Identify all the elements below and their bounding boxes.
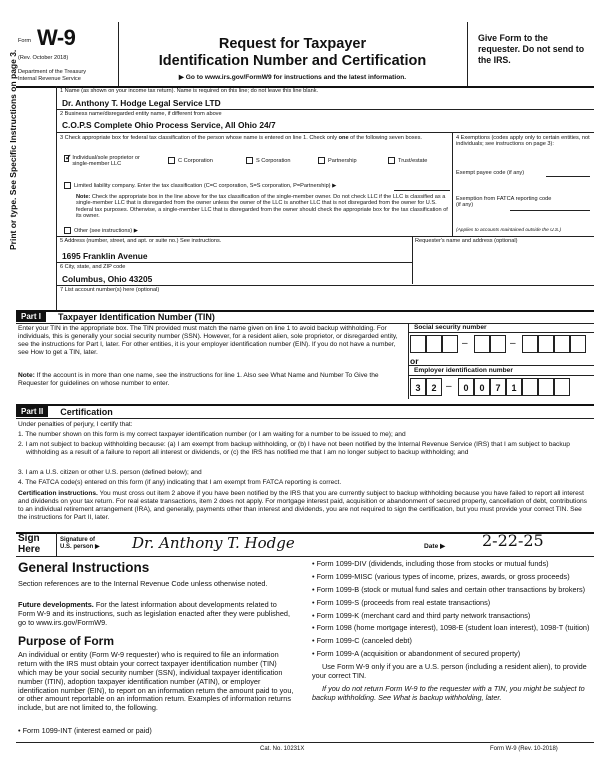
form-bullet-item: • Form 1099-B (stock or mutual fund sales and certain other transactions by brokers) [312,584,586,594]
ssn-field[interactable] [410,335,594,353]
form-bullets [312,560,594,703]
backup-withholding-warning: If you do not return Form W-9 to the requester with a TIN, you might be subject to backup withholding. See What is backup withholding, later. [312,683,585,702]
ssn-dash: – [510,338,516,349]
cert-item-3: 3. I am a U.S. citizen or other U.S. person (defined below); and [18,469,202,476]
llc-classification-line[interactable] [394,190,450,191]
part1-note-label: Note: [18,372,35,379]
part1-rule [16,323,594,324]
line1-rule [56,109,594,110]
form-bullet-item: • Form 1099-DIV (dividends, including those from stocks or mutual funds) [312,559,549,568]
exemptions-label: 4 Exemptions (codes apply only to certain entities, not individuals; see instructions on page 3): [456,135,590,148]
ssn-digit-box[interactable] [554,335,570,353]
ein-digit[interactable]: 2 [426,378,442,396]
ccorp-label: C Corporation [178,157,213,164]
footer-form-id: Form W-9 (Rev. 10-2018) [490,746,558,752]
ein-field[interactable] [410,378,594,396]
form-title-line1: Request for Taxpayer [218,36,367,52]
here-word: Here [18,543,41,555]
line2-rule [56,132,594,133]
cert-item-2: 2. I am not subject to backup withholding because: (a) I am exempt from backup withholding, or (b) I have not been notified by the Internal Revenue Service (IRS) that I am subject to backup withholding as a result of a failure to report all interest or dividends, or (c) the IRS has notified me that I am no longer subject to backup withholding; and [18,441,570,456]
cert-instructions-label: Certification instructions. [18,490,98,497]
ein-digit[interactable] [554,378,570,396]
ein-label: Employer identification number [414,367,513,374]
ein-dash: – [446,381,452,392]
ssn-digit-box[interactable] [426,335,442,353]
sign-word: Sign [18,533,40,544]
llc-note-text: Check the appropriate box in the line above for the tax classification of the single-member owner. Do not check LLC if the LLC is classified as a single-member LLC that is disregarded from the owner unless the owner of the LLC is another LLC that is not disregarded from the owner for U.S. federal tax purposes. Otherwise, a single-member LLC that is disregarded from the owner should check the appropriate box for the tax classification of its owner. [76,194,448,220]
ssn-rule [408,332,594,333]
ssn-dash: – [462,338,468,349]
other-option[interactable] [64,227,138,234]
perjury-intro: Under penalties of perjury, I certify that: [18,421,133,428]
ccorp-option[interactable] [168,157,213,164]
part2-tag: Part II [16,406,48,417]
form-word: Form [18,38,32,44]
trust-label: Trust/estate [398,157,428,164]
side-see: See Specific Instructions on page 3. [8,49,18,196]
exempt-payee-label: Exempt payee code (if any) [456,170,525,176]
line6-label: 6 City, state, and ZIP code [60,264,126,270]
ein-digit[interactable]: 3 [410,378,426,396]
line3-label [60,135,450,141]
side-label [8,49,18,250]
sign-bottom-rule [16,556,594,557]
trust-checkbox[interactable] [388,157,395,164]
partnership-option[interactable] [318,157,357,164]
scorp-option[interactable] [246,157,291,164]
partnership-checkbox[interactable] [318,157,325,164]
individual-option[interactable] [64,155,152,168]
signature-label-2: U.S. person ▶ [60,543,100,550]
part2-header [16,406,113,417]
line6-city-field[interactable]: Columbus, Ohio 43205 [62,274,153,284]
part1-header [16,311,215,322]
ein-digit[interactable]: 7 [490,378,506,396]
form-bullet-item: • Form 1099-S (proceeds from real estate transactions) [312,597,491,607]
form-bullet-item: • Form 1099-MISC (various types of income, prizes, awards, or gross proceeds) [312,571,570,581]
line3-label-b: one [338,135,349,141]
form-number: W-9 [37,25,76,50]
line1-label: 1 Name (as shown on your income tax return). Name is required on this line; do not leave this line blank. [60,88,319,94]
ein-digit[interactable]: 1 [506,378,522,396]
form-bullet-item: • Form 1099-A (acquisition or abandonment of secured property) [312,649,521,659]
ein-digit[interactable]: 0 [474,378,490,396]
irs-name: Internal Revenue Service [18,76,81,82]
form-1099-int: • Form 1099-INT (interest earned or paid) [18,726,152,735]
part1-note [18,372,400,388]
ssn-digit-box[interactable] [522,335,538,353]
cert-instructions [18,490,592,522]
ein-digit[interactable] [538,378,554,396]
line3-label-c: of the following seven boxes. [348,135,422,141]
purpose-of-form-text: An individual or entity (Form W-9 requester) who is required to file an information return with the IRS must obtain your correct taxpayer identification number (TIN) which may be your social security number (SSN), individual taxpayer identification number (ITIN), adoption taxpayer identification number (ATIN), or employer identification number (EIN), to report on an information return the amount paid to you, or other amount reportable on an information return. Examples of information returns include, but are not limited to, the following. [18,650,294,713]
llc-checkbox[interactable] [64,182,71,189]
section-references: Section references are to the Internal Revenue Code unless otherwise noted. [18,579,268,588]
part2-rule [16,418,594,419]
ccorp-checkbox[interactable] [168,157,175,164]
general-instructions-title: General Instructions [18,560,150,575]
exemptions-divider [452,132,453,236]
header-divider-left [118,22,119,86]
give-form-note: Give Form to the requester. Do not send to the IRS. [478,33,585,65]
line5-label: 5 Address (number, street, and apt. or suite no.) See instructions. [60,238,222,244]
line3-label-a: 3 Check appropriate box for federal tax classification of the person whose name is entered on line 1. Check only [60,135,339,141]
ssn-digit-box[interactable] [570,335,586,353]
ein-digit[interactable] [522,378,538,396]
line5-rule [56,262,412,263]
sign-here-label [18,534,40,555]
ssn-digit-box[interactable] [490,335,506,353]
ein-rule [408,375,594,376]
footer-rule [16,742,594,743]
or-label: or [410,356,419,366]
future-developments [18,601,294,628]
cert-item-1: 1. The number shown on this form is my correct taxpayer identification number (or I am waiting for a number to be issued to me); and [18,431,406,438]
signature-field[interactable]: Dr. Anthony T. Hodge [132,534,295,552]
part1-title: Taxpayer Identification Number (TIN) [58,311,215,322]
individual-label: Individual/sole proprietor or single-member LLC [72,155,140,168]
line2-label: 2 Business name/disregarded entity name, if different from above [60,111,222,117]
side-print: Print or type. [8,197,18,250]
line2-business-field[interactable]: C.O.P.S Complete Ohio Process Service, All Ohio 24/7 [62,120,276,130]
other-checkbox[interactable] [64,227,71,234]
department-name: Department of the Treasury [18,69,87,75]
ssn-label: Social security number [414,324,487,331]
llc-note [76,194,448,220]
requester-divider [412,236,413,284]
partnership-label: Partnership [328,157,357,164]
side-column-rule [56,86,57,310]
part1-tag: Part I [16,311,46,322]
header-divider-right [467,22,468,86]
purpose-of-form-title: Purpose of Form [18,634,115,648]
line3-rule [56,236,594,237]
ein-digit[interactable]: 0 [458,378,474,396]
fatca-label: Exemption from FATCA reporting code (if any) [456,196,552,209]
sign-divider [56,532,57,556]
other-label: Other (see instructions) ▶ [74,227,138,234]
ssn-digit-box[interactable] [410,335,426,353]
scorp-label: S Corporation [256,157,291,164]
catalog-number: Cat. No. 10231X [260,746,305,752]
goto-instructions: ▶ Go to www.irs.gov/FormW9 for instructions and the latest information. [178,74,407,81]
part2-title: Certification [60,406,113,417]
use-form-text: Use Form W-9 only if you are a U.S. person (including a resident alien), to provide your correct TIN. [312,662,587,681]
fatca-field[interactable] [510,210,590,211]
line5-address-field[interactable]: 1695 Franklin Avenue [62,251,148,261]
scorp-checkbox[interactable] [246,157,253,164]
ssn-digit-box[interactable] [474,335,490,353]
date-label: Date ▶ [424,543,446,550]
form-bullet-item: • Form 1099-C (canceled debt) [312,636,412,646]
line6-rule [56,285,594,286]
form-bullet-item: • Form 1098 (home mortgage interest), 1098-E (student loan interest), 1098-T (tuition) [312,623,590,633]
form-bullet-item: • Form 1099-K (merchant card and third party network transactions) [312,610,531,620]
form-title-line2: Identification Number and Certification [158,53,427,69]
ssn-digit-box[interactable] [538,335,554,353]
revision-date: (Rev. October 2018) [18,55,69,61]
part1-instructions: Enter your TIN in the appropriate box. The TIN provided must match the name given on line 1 to avoid backup withholding. For individuals, this is generally your social security number (SSN). However, for a resident alien, sole proprietor, or disregarded entity, see the instructions for Part I, later. For other entities, it is your employer identification number (EIN). If you do not have a number, see How to get a TIN, later. [18,325,398,356]
date-field[interactable]: 2-22-25 [482,531,544,550]
cert-instructions-text: You must cross out item 2 above if you have been notified by the IRS that you are currently subject to backup withholding because you have failed to report all interest and dividends on your tax return. For real estate transactions, item 2 does not apply. For mortgage interest paid, acquisition or abandonment of secured property, cancellation of debt, contributions to an individual retirement arrangement (IRA), and generally, payments other than interest and dividends, you are not required to sign the certification, but you must provide your correct TIN. See the instructions for Part II, later. [18,490,587,521]
trust-option[interactable] [388,157,427,164]
tin-divider [408,323,409,399]
requester-label: Requester's name and address (optional) [415,238,518,244]
future-developments-label: Future developments. [18,600,94,609]
llc-option[interactable] [64,182,336,189]
or-rule [408,365,594,366]
future-developments-text: For the latest information about developments related to Form W-9 and its instructions, such as legislation enacted after they were published, go to www.irs.gov/FormW9. [18,600,291,627]
ssn-digit-box[interactable] [442,335,458,353]
individual-checkbox[interactable] [64,155,69,162]
exempt-payee-field[interactable] [546,176,590,177]
signature-label-1: Signature of [60,537,96,543]
llc-note-label: Note: [76,194,91,200]
fatca-applies-note: (Applies to accounts maintained outside the U.S.) [456,228,562,233]
line1-name-field[interactable]: Dr. Anthony T. Hodge Legal Service LTD [62,98,221,108]
part1-note-text: If the account is in more than one name, see the instructions for line 1. Also see What Name and Number To Give the Requester for guidelines on whose number to enter. [18,372,379,387]
llc-label: Limited liability company. Enter the tax classification (C=C corporation, S=S corporation, P=Partnership) ▶ [74,182,337,189]
cert-item-4: 4. The FATCA code(s) entered on this form (if any) indicating that I am exempt from FATCA reporting is correct. [18,479,342,486]
line7-label: 7 List account number(s) here (optional) [60,287,160,293]
signature-label [60,537,100,551]
